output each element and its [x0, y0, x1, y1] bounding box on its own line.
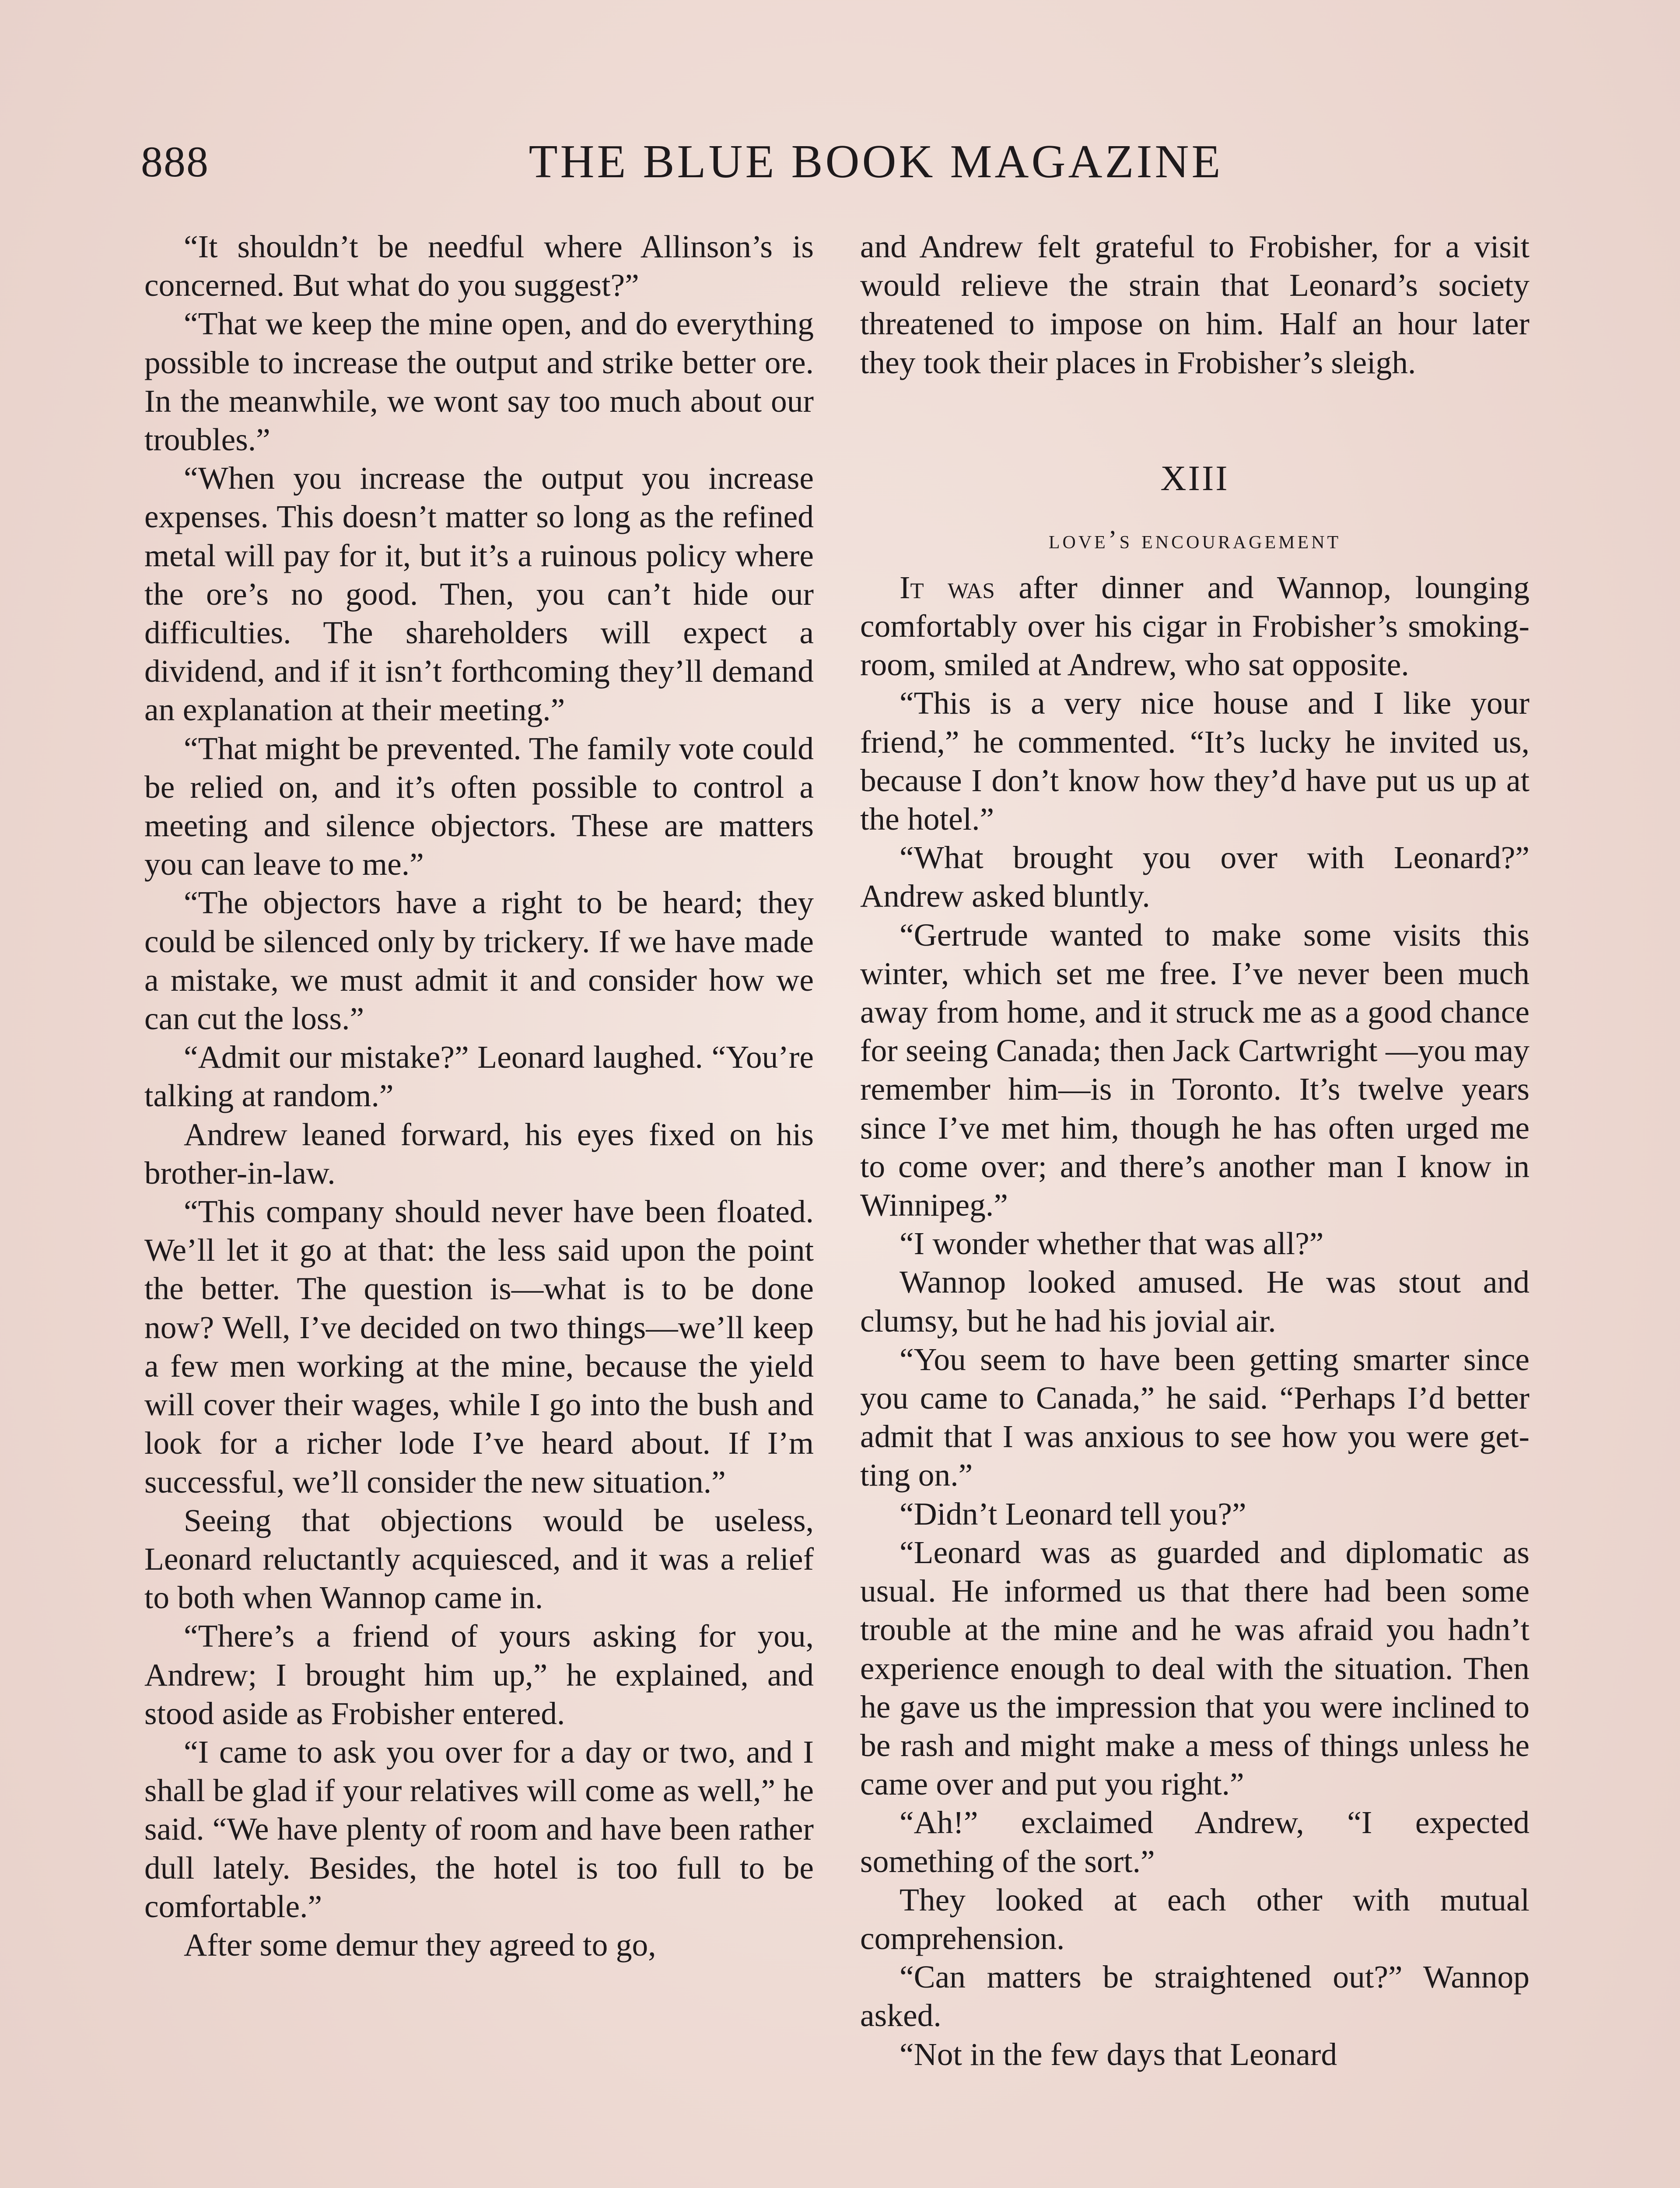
- paragraph-text: “That might be prevented. The family vote could be relied on, and it’s often possible to control a meeting and silence objectors. These are matters you can leave to me.”: [144, 730, 814, 882]
- paragraph-text: “You seem to have been getting smarter since you came to Canada,” he said. “Perhaps I’d better admit that I was anxious to see how you were getting on.”: [860, 1341, 1530, 1493]
- paragraph: [144, 1617, 814, 1733]
- paragraph-text: Seeing that objections would be useless, Leonard reluctantly acquiesced, and it was a relief to both when Wannop came in.: [144, 1502, 814, 1616]
- paragraph-text: “Didn’t Leonard tell you?”: [900, 1496, 1246, 1532]
- paragraph-text: “That we keep the mine open, and do everything possible to increase the output and strike better ore. In the meanwhile, we wont say too much about our troubles.”: [144, 306, 814, 458]
- paragraph: [144, 228, 814, 305]
- paragraph-text: “This company should never have been floated. We’ll let it go at that: the less said upon the point the better. The question is—what is to be done now? Well, I’ve decided on two things—we’ll keep a few men working at the mine, because the yield will cover their wages, while I go into the bush and look for a richer lode I’ve heard about. If I’m successful, we’ll consider the new situation.”: [144, 1194, 814, 1500]
- paragraph-text: “The objectors have a right to be heard; they could be silenced only by trickery. If we have made a mistake, we must admit it and consider how we can cut the loss.”: [144, 885, 814, 1037]
- paragraph-text: “There’s a friend of yours asking for you, Andrew; I brought him up,” he explained, and stood aside as Frobisher entered.: [144, 1618, 814, 1731]
- paragraph-text: “I wonder whether that was all?”: [900, 1226, 1324, 1262]
- paragraph-text: “I came to ask you over for a day or two, and I shall be glad if your relatives will come as well,” he said. “We have plenty of room and have been rather dull lately. Besides, the hotel is too full to be comfortable.”: [144, 1734, 814, 1924]
- paragraph-text: “Admit our mistake?” Leonard laughed. “You’re talking at random.”: [144, 1039, 814, 1114]
- paragraph: [860, 916, 1530, 1225]
- paragraph: [860, 568, 1530, 684]
- paragraph: [144, 1733, 814, 1926]
- paragraph-text: “It shouldn’t be needful where Allinson’s is concerned. But what do you suggest?”: [144, 229, 814, 303]
- paragraph: [144, 729, 814, 884]
- paragraph-text: They looked at each other with mutual comprehension.: [860, 1882, 1530, 1956]
- paragraph-text: “This is a very nice house and I like your friend,” he commented. “It’s lucky he invited us, because I don’t know how they’d have put us up at the hotel.”: [860, 685, 1530, 837]
- paragraph: [860, 1881, 1530, 1958]
- paragraph: [144, 1038, 814, 1115]
- paragraph-text: “When you increase the output you increase expenses. This doesn’t matter so long as the refined metal will pay for it, but it’s a ruinous policy where the ore’s no good. Then, you can’t hide our difficulties. The shareholders will expect a dividend, and if it isn’t forthcoming they’ll demand an explanation at their meeting.”: [144, 460, 814, 728]
- page-number: 888: [141, 137, 209, 186]
- paragraph-text: and Andrew felt grateful to Frobisher, for a visit would relieve the strain that Leonard’s society threatened to impose on him. Half an hour later they took their places in Frobisher’s sleigh.: [860, 229, 1530, 380]
- right-column: [860, 228, 1530, 2074]
- paragraph: [860, 1803, 1530, 1880]
- paragraph: [860, 1263, 1530, 1340]
- paragraph-text: “Can matters be straightened out?” Wannop asked.: [860, 1959, 1530, 2034]
- paragraph-text: “What brought you over with Leonard?” Andrew asked bluntly.: [860, 840, 1530, 914]
- chapter-number: XIII: [1160, 458, 1229, 498]
- paragraph-text: “Leonard was as guarded and diplomatic as usual. He informed us that there had been some trouble at the mine and he was afraid you hadn’t experience enough to deal with the situation. Then he gave us the impression that you were inclined to be rash and might make a mess of things unless he came over and put you right.”: [860, 1534, 1530, 1802]
- chapter-title: love’s encouragement: [1048, 525, 1341, 554]
- paragraph: [860, 1495, 1530, 1533]
- paragraph: [144, 884, 814, 1038]
- paragraph: [860, 1224, 1530, 1263]
- paragraph-text: Wannop looked amused. He was stout and clumsy, but he had his jovial air.: [860, 1264, 1530, 1339]
- paragraph: [144, 305, 814, 459]
- paragraph: [860, 1533, 1530, 1803]
- right-column-bottom: [860, 568, 1530, 2074]
- paragraph: [860, 1958, 1530, 2035]
- paragraph-text: “Ah!” exclaimed Andrew, “I expected something of the sort.”: [860, 1805, 1530, 1879]
- paragraph: [144, 1115, 814, 1192]
- paragraph-lead: It was: [900, 569, 995, 605]
- paragraph: [860, 684, 1530, 838]
- paragraph: [860, 228, 1530, 382]
- right-column-top: [860, 228, 1530, 382]
- paragraph: [860, 838, 1530, 915]
- paragraph: [860, 1340, 1530, 1495]
- paragraph-text: Andrew leaned forward, his eyes fixed on his brother-in-law.: [144, 1116, 814, 1191]
- paragraph: [144, 1192, 814, 1501]
- magazine-title: THE BLUE BOOK MAGAZINE: [528, 136, 1223, 188]
- paragraph-text: after dinner and Wannop, lounging comfortably over his cigar in Frobisher’s smoking-room, smiled at Andrew, who sat opposite.: [860, 569, 1530, 683]
- page-header: [141, 127, 1532, 197]
- paragraph: [860, 2035, 1530, 2074]
- paragraph-text: “Not in the few days that Leonard: [900, 2036, 1337, 2072]
- paragraph-text: After some demur they agreed to go,: [184, 1927, 656, 1963]
- paragraph: [144, 1926, 814, 1964]
- paragraph-text: “Gertrude wanted to make some visits this winter, which set me free. I’ve never been much away from home, and it struck me as a good chance for seeing Canada; then Jack Cartwright —you may remember him—is in Toronto. It’s twelve years since I’ve met him, though he has often urged me to come over; and there’s another man I know in Winnipeg.”: [860, 917, 1530, 1223]
- paragraph: [144, 459, 814, 729]
- left-column: [144, 228, 814, 1964]
- paragraph: [144, 1501, 814, 1617]
